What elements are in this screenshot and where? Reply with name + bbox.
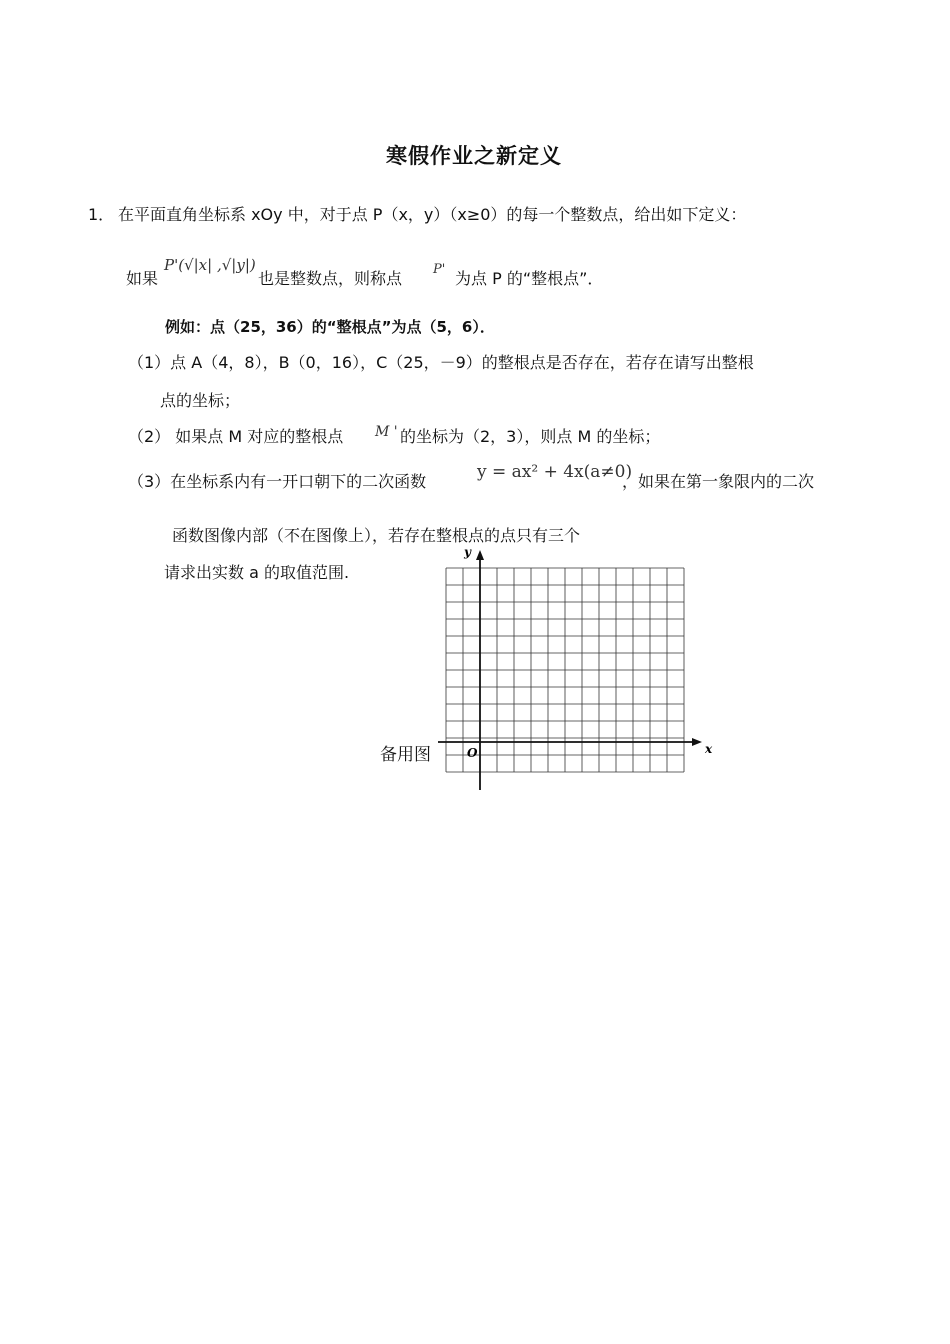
x-axis-arrow <box>692 738 702 746</box>
part1-line1: （1）点 A（4，8），B（0，16），C（25，－9）的整根点是否存在，若存在请写出整根 <box>128 353 754 372</box>
part3-prefix: （3）在坐标系内有一开口朝下的二次函数 <box>128 472 427 491</box>
part3-formula: y = ax² + 4x(a≠0) <box>477 462 633 482</box>
part2-point: M ' <box>375 424 398 440</box>
origin-label: O <box>467 746 478 760</box>
question-number: 1． <box>88 205 115 224</box>
definition-suffix: 为点 P 的“整根点”． <box>455 269 604 288</box>
example-line: 例如：点（25，36）的“整根点”为点（5，6）． <box>165 318 495 336</box>
part2-prefix: （2） 如果点 M 对应的整根点 <box>128 427 344 446</box>
question-intro: 在平面直角坐标系 xOy 中，对于点 P（x，y）（x≥0）的每一个整数点，给出如下定义： <box>118 205 747 224</box>
definition-prefix: 如果 <box>126 269 159 288</box>
x-axis-label: x <box>705 742 713 756</box>
definition-middle: 也是整数点，则称点 <box>258 269 403 288</box>
coordinate-grid <box>430 540 720 800</box>
part3-line3: 请求出实数 a 的取值范围. <box>164 563 350 582</box>
part3-line2: 函数图像内部（不在图像上），若存在整根点的点只有三个 <box>172 526 581 545</box>
part3-suffix: ，如果在第一象限内的二次 <box>622 472 815 491</box>
figure-caption: 备用图 <box>380 745 431 765</box>
y-axis-arrow <box>476 550 484 560</box>
page-title: 寒假作业之新定义 <box>386 144 562 168</box>
part2-suffix: 的坐标为（2，3），则点 M 的坐标； <box>400 427 661 446</box>
definition-formula: P'(√|x| ,√|y|) <box>164 256 256 274</box>
definition-point: P' <box>433 262 446 277</box>
part1-line2: 点的坐标； <box>160 391 241 410</box>
y-axis-label: y <box>464 545 471 559</box>
